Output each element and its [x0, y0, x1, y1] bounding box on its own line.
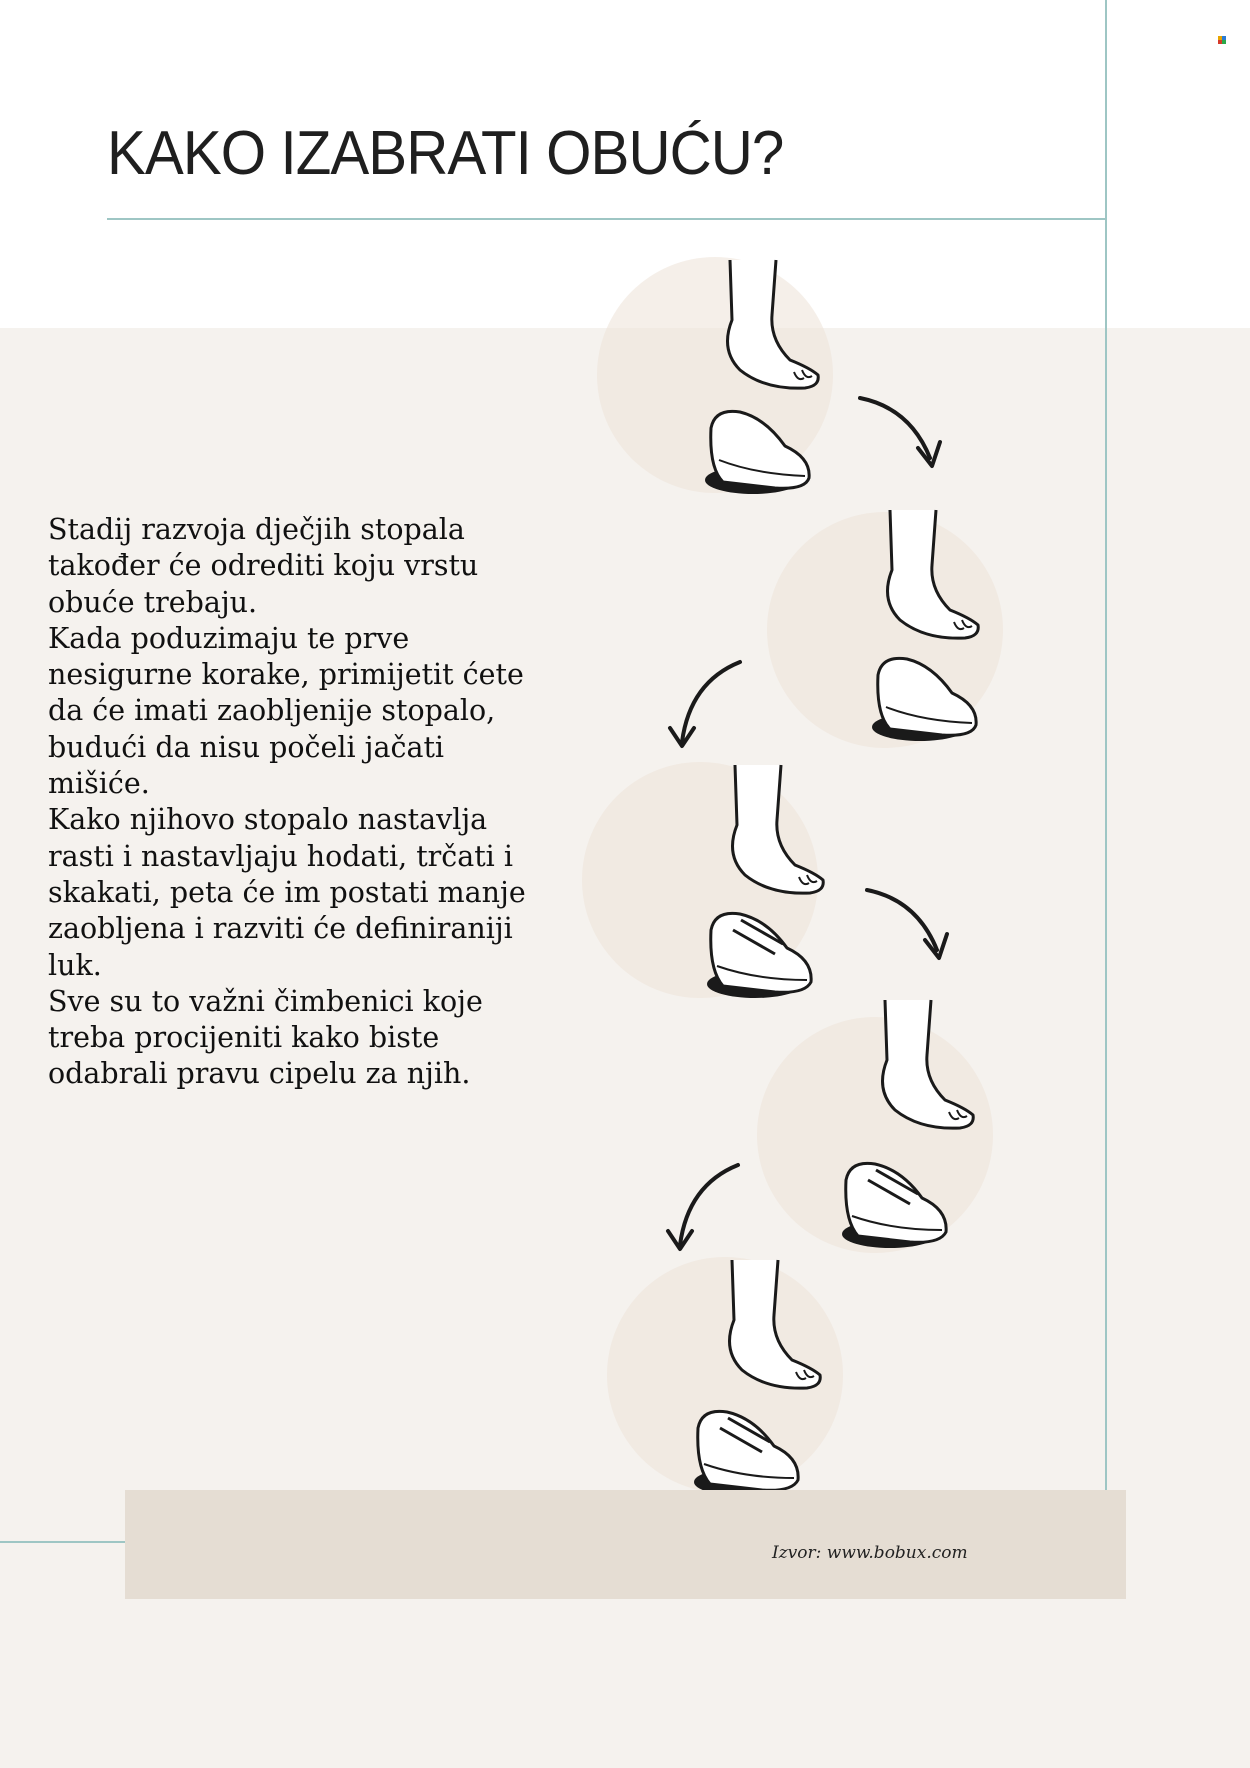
paragraph: Sve su to važni čimbenici koje treba procijeniti kako biste odabrali pravu cipelu za njih. [48, 984, 483, 1091]
corner-color-mark [1218, 36, 1226, 44]
paragraph: Kada poduzimaju te prve nesigurne korake, primijetit ćete da će imati zaobljenije stopalo, budući da nisu počeli jačati mišiće. [48, 621, 524, 801]
source-credit: Izvor: www.bobux.com [772, 1543, 968, 1563]
arrow-down-left-icon [668, 1165, 738, 1249]
bottom-divider [0, 1541, 126, 1543]
arrow-down-right-icon [867, 890, 947, 958]
title-divider [107, 218, 1105, 220]
page-title: KAKO IZABRATI OBUĆU? [107, 119, 784, 188]
arrow-down-right-icon [860, 398, 940, 466]
paragraph: Kako njihovo stopalo nastavlja rasti i nastavljaju hodati, trčati i skakati, peta će im postati manje zaobljena i razviti će definiraniji luk. [48, 803, 526, 982]
paragraph: Stadij razvoja dječjih stopala također će odrediti koju vrstu obuće trebaju. [48, 513, 479, 619]
foot-development-illustration [560, 240, 1020, 1540]
body-text [48, 512, 548, 1093]
vertical-divider [1105, 0, 1107, 1490]
toddler-foot-icon [733, 765, 824, 893]
arrow-down-left-icon [670, 662, 740, 746]
source-box [125, 1490, 1126, 1599]
